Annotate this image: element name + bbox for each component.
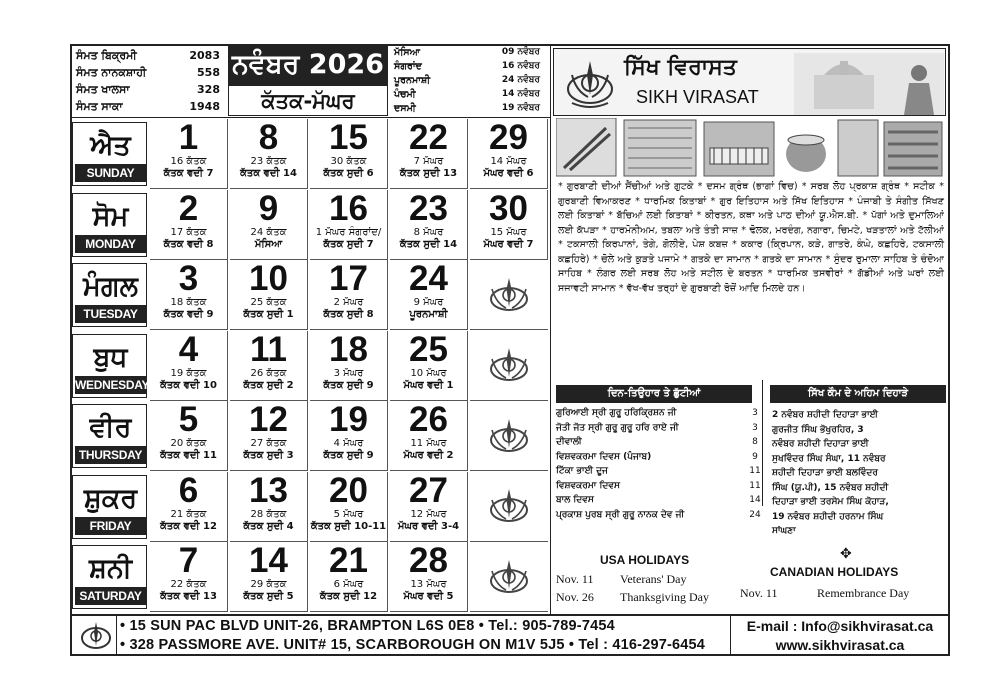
desi-date: 7 ਮੱਘਰ: [413, 156, 444, 167]
holiday-date: 11: [749, 466, 761, 476]
lunar-date: ਕੱਤਕ ਸੁਦੀ 1: [243, 309, 294, 320]
day-cell: [310, 331, 388, 401]
holiday-name: ਬਾਲ ਦਿਵਸ: [556, 495, 594, 505]
lunar-date: ਕੱਤਕ ਸੁਦੀ 10-11: [310, 520, 387, 532]
usa-holiday-name: Thanksgiving Day: [620, 590, 709, 604]
event-label: ਮੱਸਿਆ: [394, 47, 420, 58]
event-label: ਸੰਗਰਾਂਦ: [394, 61, 422, 72]
lunar-date: ਮੱਘਰ ਵਦੀ 7: [483, 238, 534, 250]
lunar-date: ਮੱਘਰ ਵਦੀ 5: [403, 591, 454, 602]
holiday-name: ਟਿੱਕਾ ਭਾਈ ਦੂਜ: [556, 466, 608, 476]
lunar-date: ਕੱਤਕ ਵਦੀ 8: [163, 238, 214, 250]
day-number: 5: [178, 401, 199, 439]
day-cell: [230, 119, 308, 189]
day-number: 30: [489, 189, 528, 228]
day-number: 8: [258, 119, 279, 157]
day-number: 15: [329, 119, 368, 157]
day-number: 21: [329, 542, 368, 580]
day-cell: [310, 401, 388, 471]
month-subtitle: ਕੱਤਕ-ਮੱਘਰ: [228, 86, 388, 116]
desi-date: 30 ਕੱਤਕ: [330, 156, 367, 167]
day-number: 17: [329, 260, 368, 298]
lunar-date: ਕੱਤਕ ਸੁਦੀ 3: [243, 450, 294, 461]
day-number: 26: [409, 401, 448, 439]
day-cell: [150, 401, 228, 471]
weekday-english: MONDAY: [75, 235, 146, 253]
lunar-date: ਕੱਤਕ ਵਦੀ 7: [163, 168, 214, 179]
lunar-date: ਮੱਸਿਆ: [254, 238, 283, 250]
era-value: 2083: [189, 49, 220, 62]
event-date: 14 ਨਵੰਬਰ: [501, 89, 540, 99]
canadian-holiday-date: Nov. 11: [740, 586, 778, 600]
sikh-day-line: ਸੁਖਵਿੰਦਰ ਸਿੰਘ ਸੰਘਾ, 11 ਨਵੰਬਰ: [772, 453, 886, 464]
holiday-name: ਵਿਸ਼ਵਕਰਮਾ ਦਿਵਸ (ਪੰਜਾਬ): [556, 451, 652, 462]
day-number: 29: [489, 119, 528, 157]
day-cell: [230, 260, 308, 330]
desi-date: 3 ਮੱਘਰ: [333, 367, 364, 379]
lunar-date: ਕੱਤਕ ਸੁਦੀ 6: [323, 168, 374, 179]
day-cell: [310, 260, 388, 330]
lunar-date: ਕੱਤਕ ਸੁਦੀ 8: [323, 309, 374, 320]
center-divider: [550, 44, 551, 614]
day-number: 20: [329, 471, 368, 510]
era-value: 328: [197, 83, 220, 96]
era-label: ਸੰਮਤ ਬਿਕ੍ਰਮੀ: [76, 49, 137, 62]
day-number: 2: [178, 189, 199, 228]
sikh-days-heading: ਸਿੱਖ ਕੌਮ ਦੇ ਅਹਿਮ ਦਿਹਾੜੇ: [770, 385, 946, 403]
event-date: 19 ਨਵੰਬਰ: [501, 103, 540, 113]
khanda-emblem-icon: [470, 331, 548, 401]
khanda-emblem-icon: [470, 542, 548, 612]
holiday-name: ਵਿਸ਼ਵਕਰਮਾ ਦਿਵਸ: [556, 480, 620, 491]
desi-date: 21 ਕੱਤਕ: [170, 508, 207, 520]
canadian-holidays-title: CANADIAN HOLIDAYS: [770, 565, 899, 579]
desi-date: 17 ਕੱਤਕ: [170, 226, 207, 238]
day-cell: [230, 331, 308, 401]
usa-holiday-date: Nov. 26: [556, 590, 594, 604]
khanda-emblem-icon: [78, 620, 114, 652]
weekday-english: WEDNESDAY: [75, 377, 150, 392]
day-number: 7: [178, 542, 199, 580]
weekday-punjabi: ਐਤ: [90, 130, 131, 161]
desi-date: 4 ਮੱਘਰ: [333, 438, 364, 449]
weekday-label: [72, 122, 147, 186]
weekday-english: THURSDAY: [75, 446, 146, 464]
desi-date: 12 ਮੱਘਰ: [410, 508, 447, 520]
day-cell: [150, 542, 228, 612]
day-cell: [470, 119, 548, 189]
era-label: ਸੰਮਤ ਖਾਲਸਾ: [76, 83, 130, 96]
day-cell: [230, 542, 308, 612]
desi-date: 24 ਕੱਤਕ: [250, 226, 287, 238]
desi-date: 20 ਕੱਤਕ: [170, 438, 207, 449]
weekday-label: [72, 193, 147, 257]
lunar-date: ਕੱਤਕ ਵਦੀ 11: [160, 450, 217, 461]
weekday-punjabi: ਬੁਧ: [93, 341, 128, 373]
weekday-english: FRIDAY: [75, 517, 146, 535]
holiday-date: 14: [749, 495, 761, 505]
desi-date: 13 ਮੱਘਰ: [410, 579, 447, 590]
lunar-date: ਕੱਤਕ ਸੁਦੀ 2: [243, 379, 294, 391]
desi-date: 22 ਕੱਤਕ: [170, 579, 207, 590]
desi-date: 15 ਮੱਘਰ: [490, 226, 527, 238]
lunar-date: ਮੱਘਰ ਵਦੀ 3-4: [397, 520, 460, 532]
desi-date: 27 ਕੱਤਕ: [250, 438, 287, 449]
sikh-day-line: ਸ਼ਹੀਦੀ ਦਿਹਾੜਾ ਭਾਈ ਬਲਵਿੰਦਰ: [772, 468, 878, 478]
holiday-name: ਗੁਰਿਆਈ ਸ੍ਰੀ ਗੁਰੂ ਹਰਿਕ੍ਰਿਸ਼ਨ ਜੀ: [556, 408, 677, 418]
sikh-day-line: ਦਿਹਾੜਾ ਭਾਈ ਤਰਸੇਮ ਸਿੰਘ ਕੋਹਾੜ,: [772, 497, 889, 507]
khanda-emblem-icon: [470, 260, 548, 330]
khanda-emblem-icon: [562, 55, 618, 111]
weekday-punjabi: ਮੰਗਲ: [83, 271, 138, 302]
lunar-date: ਕੱਤਕ ਸੁਦੀ 12: [319, 591, 378, 602]
day-cell: [150, 260, 228, 330]
day-cell: [390, 472, 468, 542]
day-number: 28: [409, 542, 448, 580]
desi-date: 28 ਕੱਤਕ: [250, 508, 287, 520]
sikh-day-line: 2 ਨਵੰਬਰ ਸ਼ਹੀਦੀ ਦਿਹਾੜਾ ਭਾਈ: [772, 410, 878, 420]
day-number: 14: [249, 542, 288, 580]
desi-date: 5 ਮੱਘਰ: [333, 508, 364, 520]
day-cell: [230, 401, 308, 471]
weekday-label: [72, 545, 147, 609]
weekday-english: SUNDAY: [75, 164, 146, 182]
canadian-holiday-name: Remembrance Day: [817, 586, 910, 600]
lunar-date: ਕੱਤਕ ਵਦੀ 12: [160, 520, 217, 532]
sikh-day-line: ਸਿੰਘ (ਯੂ.ਪੀ), 15 ਨਵੰਬਰ ਸ਼ਹੀਦੀ: [772, 482, 889, 493]
lunar-date: ਮੱਘਰ ਵਦੀ 2: [403, 450, 454, 461]
holiday-name: ਜੋਤੀ ਜੋਤ ਸ੍ਰੀ ਗੁਰੂ ਗੁਰੂ ਹਰਿ ਰਾਏ ਜੀ: [556, 422, 679, 433]
sikh-day-line: 19 ਨਵੰਬਰ ਸ਼ਹੀਦੀ ਹਰਨਾਮ ਸਿੰਘ: [772, 511, 884, 522]
lunar-date: ਕੱਤਕ ਸੁਦੀ 9: [323, 379, 374, 391]
day-number: 22: [409, 119, 448, 157]
header-divider: [70, 117, 550, 118]
desi-date: 25 ਕੱਤਕ: [250, 297, 287, 308]
product-photos: [556, 118, 944, 178]
lunar-date: ਕੱਤਕ ਸੁਦੀ 4: [243, 520, 294, 532]
day-number: 27: [409, 471, 448, 510]
brand-punjabi: ਸਿੱਖ ਵਿਰਾਸਤ: [624, 55, 737, 80]
event-date: 16 ਨਵੰਬਰ: [501, 61, 540, 71]
lunar-date: ਕੱਤਕ ਸੁਦੀ 9: [323, 450, 374, 461]
khanda-emblem-icon: [470, 472, 548, 542]
day-number: 23: [409, 189, 448, 228]
event-label: ਦਸਮੀ: [394, 103, 416, 114]
desi-date: 19 ਕੱਤਕ: [170, 367, 207, 379]
day-number: 25: [409, 330, 448, 369]
day-number: 3: [178, 260, 199, 298]
holiday-date: 24: [749, 509, 761, 520]
desi-date: 14 ਮੱਘਰ: [490, 156, 527, 167]
day-number: 6: [178, 471, 199, 510]
email-address[interactable]: E-mail : Info@sikhvirasat.ca: [746, 618, 934, 634]
weekday-label: [72, 404, 147, 468]
weekday-label: [72, 334, 150, 398]
holiday-date: 3: [752, 422, 758, 433]
day-cell: [150, 190, 228, 260]
address-scarborough: • 328 PASSMORE AVE. UNIT# 15, SCARBOROUGH ON M1V 5J5 • Tel : 416-297-6454: [120, 637, 706, 653]
khanda-emblem-icon: [470, 401, 548, 471]
event-label: ਪੰਚਮੀ: [394, 89, 416, 100]
day-number: 16: [329, 189, 368, 228]
sikh-day-line: ਗੁਰਜੀਤ ਸਿੰਘ ਭੋਖੁਰਹਿਰ, 3: [772, 424, 864, 435]
usa-holidays-title: USA HOLIDAYS: [600, 553, 690, 567]
day-cell: [390, 190, 468, 260]
ornament-icon: ✥: [840, 546, 852, 562]
lunar-date: ਕੱਤਕ ਵਦੀ 10: [160, 379, 217, 391]
weekday-punjabi: ਸ਼ਨੀ: [89, 553, 132, 584]
event-date: 24 ਨਵੰਬਰ: [501, 75, 540, 85]
day-number: 13: [249, 471, 288, 510]
lunar-date: ਕੱਤਕ ਸੁਦੀ 7: [323, 238, 374, 250]
brand-english: SIKH VIRASAT: [636, 87, 759, 107]
day-cell: [150, 472, 228, 542]
desi-date: 6 ਮੱਘਰ: [333, 579, 364, 590]
holiday-name: ਦੀਵਾਲੀ: [556, 437, 582, 447]
day-cell: [150, 331, 228, 401]
event-date: 09 ਨਵੰਬਰ: [501, 47, 540, 57]
day-cell: [230, 472, 308, 542]
day-number: 24: [409, 260, 448, 298]
weekday-english: SATURDAY: [75, 587, 146, 605]
month-title: ਨਵੰਬਰ 2026: [228, 44, 388, 86]
holiday-date: 11: [749, 480, 761, 491]
era-label: ਸੰਮਤ ਸਾਕਾ: [76, 100, 123, 113]
era-value: 558: [197, 66, 220, 79]
lunar-date: ਕੱਤਕ ਵਦੀ 9: [163, 309, 214, 320]
lunar-date: ਮੱਘਰ ਵਦੀ 1: [403, 379, 454, 391]
holiday-date: 3: [752, 408, 758, 418]
weekday-label: [72, 263, 147, 327]
lunar-date: ਕੱਤਕ ਵਦੀ 14: [240, 168, 297, 179]
holiday-date: 8: [752, 437, 758, 447]
footer-divider: [116, 616, 117, 656]
holiday-name: ਪ੍ਰਕਾਸ਼ ਪੁਰਬ ਸ੍ਰੀ ਗੁਰੂ ਨਾਨਕ ਦੇਵ ਜੀ: [556, 509, 685, 520]
lunar-date: ਕੱਤਕ ਸੁਦੀ 5: [243, 591, 294, 602]
golden-temple-image: [794, 53, 944, 115]
day-cell: [390, 119, 468, 189]
day-cell: [310, 119, 388, 189]
day-cell: [390, 331, 468, 401]
holidays-heading: ਦਿਨ-ਤਿਉਹਾਰ ਤੇ ਛੁੱਟੀਆਂ: [556, 385, 752, 403]
day-cell: [470, 190, 548, 260]
day-number: 11: [250, 330, 287, 369]
day-number: 4: [178, 330, 199, 369]
desi-date: 29 ਕੱਤਕ: [250, 579, 287, 590]
weekday-punjabi: ਵੀਰ: [89, 412, 132, 443]
lunar-date: ਕੱਤਕ ਸੁਦੀ 13: [399, 168, 458, 179]
address-brampton: • 15 SUN PAC BLVD UNIT-26, BRAMPTON L6S 0E8 • Tel.: 905-789-7454: [120, 618, 615, 634]
desi-date: 23 ਕੱਤਕ: [250, 156, 287, 167]
day-number: 18: [329, 330, 368, 369]
day-cell: [310, 472, 388, 542]
era-label: ਸੰਮਤ ਨਾਨਕਸ਼ਾਹੀ: [76, 66, 147, 79]
day-cell: [390, 401, 468, 471]
day-cell: [390, 542, 468, 612]
desi-date: 11 ਮੱਘਰ: [410, 438, 447, 449]
desi-date: 8 ਮੱਘਰ: [413, 226, 444, 238]
weekday-label: [72, 475, 147, 539]
era-value: 1948: [189, 100, 220, 113]
day-number: 9: [258, 189, 279, 228]
lunar-date: ਮੱਘਰ ਵਦੀ 6: [483, 168, 534, 179]
brand-banner: [553, 48, 946, 116]
weekday-punjabi: ਸੋਮ: [92, 200, 129, 232]
desi-date: 18 ਕੱਤਕ: [170, 297, 207, 308]
lunar-date: ਕੱਤਕ ਸੁਦੀ 14: [399, 238, 458, 250]
day-cell: [230, 190, 308, 260]
desi-date: 16 ਕੱਤਕ: [170, 156, 207, 167]
day-cell: [390, 260, 468, 330]
day-cell: [150, 119, 228, 189]
event-label: ਪੂਰਨਮਾਸ਼ੀ: [394, 75, 431, 86]
sikh-day-line: ਨਵੰਬਰ ਸ਼ਹੀਦੀ ਦਿਹਾੜਾ ਭਾਈ: [772, 439, 869, 449]
usa-holiday-name: Veterans' Day: [620, 572, 687, 586]
lunar-date: ਪੂਰਨਮਾਸ਼ੀ: [409, 309, 448, 320]
desi-date: 2 ਮੱਘਰ: [333, 297, 364, 308]
holiday-date: 9: [752, 451, 758, 462]
day-cell: [310, 542, 388, 612]
weekday-english: TUESDAY: [75, 305, 146, 323]
desi-date: 26 ਕੱਤਕ: [250, 367, 287, 379]
sikh-day-line: ਸਾਂਘਣਾ: [772, 526, 796, 536]
website-link[interactable]: www.sikhvirasat.ca: [775, 637, 905, 653]
desi-date: 1 ਮੱਘਰ ਸੰਗਰਾਂਦ/: [315, 226, 382, 238]
day-number: 12: [249, 401, 288, 439]
day-number: 1: [178, 119, 199, 157]
day-number: 10: [249, 260, 288, 298]
day-number: 19: [329, 401, 368, 439]
desi-date: 10 ਮੱਘਰ: [410, 367, 447, 379]
usa-holiday-date: Nov. 11: [556, 572, 594, 586]
day-cell: [310, 190, 388, 260]
lunar-date: ਕੱਤਕ ਵਦੀ 13: [160, 591, 217, 602]
product-description: * ਗੁਰਬਾਣੀ ਦੀਆਂ ਸੈਂਚੀਆਂ ਅਤੇ ਗੁਟਕੇ * ਦਸਮ ਗ੍ਰੰਥ (ਭਾਗਾਂ ਵਿਚ) * ਸਰਬ ਲੋਹ ਪ੍ਰਕਾਸ਼ ਗ੍ਰੰਥ * ਸਟੀਕ * ਗੁਰਬਾਣੀ ਵਿਆਕਰਣ * ਧਾਰਮਿਕ ਕਿਤਾਬਾਂ * ਗੁਰ ਇਤਿਹਾਸ ਅਤੇ ਸਿੱਖ ਇਤਿਹਾਸ * ਪੰਜਾਬੀ ਤੇ ਸੰਗੀਤ ਸਿੱਖਣ ਲਈ ਕਿਤਾਬਾਂ * ਬੱਚਿਆਂ ਲਈ ਕਿਤਾਬਾਂ * ਕੀਰਤਨ, ਕਥਾ ਅਤੇ ਪਾਠ ਦੀਆਂ ਯੂ.ਐਸ.ਬੀ. * ਪੱਗਾਂ ਅਤੇ ਦੁਮਾਲਿਆਂ ਲਈ ਕੱਪੜਾ * ਹਾਰਮੋਨੀਅਮ, ਤਬਲਾ ਅਤੇ ਤੰਤੀ ਸਾਜ਼ * ਢੋਲਕ, ਮਰਦੰਗ, ਨਗਾਰਾ, ਚਿਮਟੇ, ਖੜਤਾਲਾਂ ਅਤੇ ਟੱਲੀਆਂ * ਟਕਸਾਲੀ ਕਿਰਪਾਨਾਂ, ਤੇਗੇ, ਗੋਲੀਏ, ਪੇਸ਼ ਕਬਜ਼ * ਕਕਾਰ (ਕ੍ਰਿਪਾਨ, ਕੜੇ, ਗਾਤਰੇ, ਕੰਘੇ, ਕਛਹਿਰੇ, ਟਕਸਾਲੀ ਕਛਹਿਰੇ) * ਚੋਲੇ ਅਤੇ ਕੁੜਤੇ ਪਜਾਮੇ * ਗਤਕੇ ਦਾ ਸਾਮਾਨ * ਗਤਕੇ ਦਾ ਸਾਮਾਨ * ਸੁੰਦਰ ਰੁਮਾਲਾ ਸਾਹਿਬ ਤੇ ਚੰਦੋਆ ਸਾਹਿਬ * ਲੰਗਰ ਲਈ ਸਰਬ ਲੋਹ ਅਤੇ ਸਟੀਲ ਦੇ ਬਰਤਨ * ਧਾਰਮਿਕ ਤਸਵੀਰਾਂ * ਗੱਡੀਆਂ ਅਤੇ ਘਰਾਂ ਲਈ ਸਜਾਵਟੀ ਸਾਮਾਨ * ਵੱਖ-ਵੱਖ ਤਰ੍ਹਾਂ ਦੇ ਗੁਰਬਾਣੀ ਰੋਜ਼ੋਂ ਆਦਿ ਮਿਲਦੇ ਹਨ।: [558, 181, 944, 294]
footer-divider: [730, 616, 731, 656]
month-title-box: [228, 44, 388, 116]
weekday-punjabi: ਸ਼ੁਕਰ: [83, 482, 138, 514]
desi-date: 9 ਮੱਘਰ: [413, 297, 444, 308]
